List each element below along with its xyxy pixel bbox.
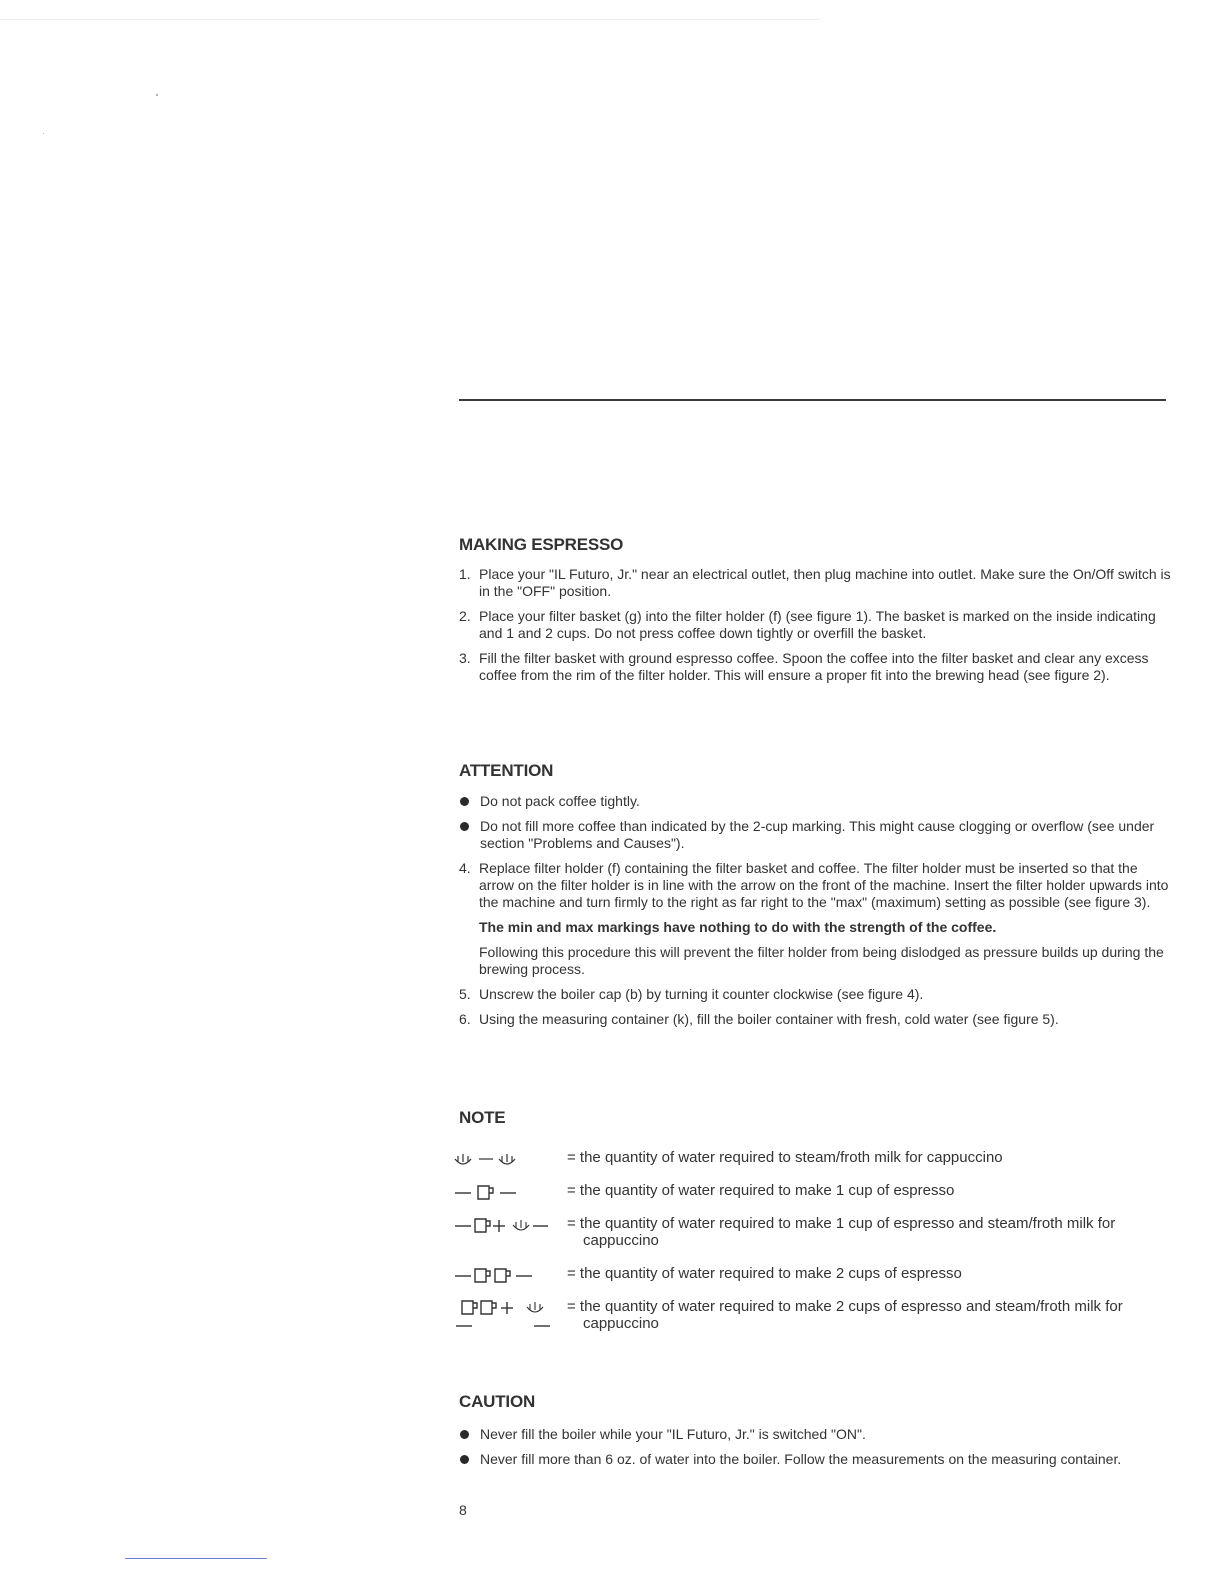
- attention-heading: ATTENTION: [459, 761, 554, 780]
- two-cups-mark-icon: [453, 1265, 563, 1287]
- caution-bullet: [459, 1451, 1171, 1468]
- step-text: Replace filter holder (f) containing the filter basket and coffee. The filter holder must be inserted so that the arrow on the filter holder is in line with the arrow on the front of the machine. Insert the filter holder upwards into the machine and turn firmly to the right as far right to the "max" (maximum) setting as possible (see figure 3).: [479, 860, 1169, 910]
- step-number: 6.: [459, 1011, 471, 1027]
- step-item: [459, 608, 1171, 642]
- step-item: [459, 566, 1171, 600]
- bullet-dot-icon: [460, 1430, 469, 1439]
- scan-edge-line: [125, 1558, 267, 1559]
- one-cup-plus-steam-mark-icon: [453, 1215, 563, 1237]
- note-text: = the quantity of water required to make 2 cups of espresso and steam/froth milk for cappuccino: [567, 1298, 1123, 1332]
- step-number: 5.: [459, 986, 471, 1002]
- step-item: [459, 860, 1171, 911]
- bullet-text: Do not pack coffee tightly.: [480, 793, 640, 809]
- bullet-dot-icon: [460, 797, 469, 806]
- note-text: = the quantity of water required to make 1 cup of espresso: [567, 1182, 955, 1199]
- scan-edge-line: [0, 19, 820, 20]
- caution-heading: CAUTION: [459, 1392, 536, 1411]
- one-cup-mark-icon: [453, 1182, 563, 1204]
- min-max-note: The min and max markings have nothing to do with the strength of the coffee.: [479, 919, 997, 935]
- step-item: [459, 650, 1171, 684]
- attention-bullet: [459, 793, 1171, 810]
- bullet-dot-icon: [460, 822, 469, 831]
- making-espresso-steps: [459, 566, 1171, 684]
- step-number: 3.: [459, 650, 471, 666]
- note-text: = the quantity of water required to make 1 cup of espresso and steam/froth milk for cappuccino: [567, 1215, 1116, 1249]
- section-rule: [459, 399, 1166, 401]
- step-text: Place your filter basket (g) into the filter holder (f) (see figure 1). The basket is marked on the inside indicating and 1 and 2 cups. Do not press coffee down tightly or overfill the basket.: [479, 608, 1156, 641]
- note-text: = the quantity of water required to steam/froth milk for cappuccino: [567, 1149, 1003, 1166]
- making-espresso-heading: MAKING ESPRESSO: [459, 535, 624, 554]
- scan-speck: [156, 94, 158, 96]
- bullet-text: Never fill the boiler while your "IL Futuro, Jr." is switched "ON".: [480, 1426, 866, 1442]
- attention-bullet: [459, 818, 1171, 852]
- bullet-text: Never fill more than 6 oz. of water into the boiler. Follow the measurements on the measuring container.: [480, 1451, 1122, 1467]
- bullet-text: Do not fill more coffee than indicated by the 2-cup marking. This might cause clogging or overflow (see under section "Problems and Causes").: [480, 818, 1155, 851]
- steam-to-steam-mark-icon: [453, 1149, 563, 1171]
- note-heading: NOTE: [459, 1108, 506, 1127]
- caution-bullet: [459, 1426, 1171, 1443]
- step-text: Fill the filter basket with ground espresso coffee. Spoon the coffee into the filter basket and clear any excess coffee from the rim of the filter holder. This will ensure a proper fit into the brewing head (see figure 2).: [479, 650, 1149, 683]
- caution-content: [459, 1426, 1171, 1468]
- note-row: [453, 1215, 1173, 1249]
- procedure-note: Following this procedure this will prevent the filter holder from being dislodged as pressure builds up during the brewing process.: [479, 944, 1164, 977]
- step-item: [459, 986, 1171, 1003]
- step-number: 2.: [459, 608, 471, 624]
- step-text: Unscrew the boiler cap (b) by turning it counter clockwise (see figure 4).: [479, 986, 924, 1002]
- step-number: 1.: [459, 566, 471, 582]
- note-row: [453, 1182, 1173, 1204]
- step-number: 4.: [459, 860, 471, 876]
- page-number: 8: [459, 1502, 467, 1518]
- note-text: = the quantity of water required to make 2 cups of espresso: [567, 1265, 962, 1282]
- step-text: Place your "IL Futuro, Jr." near an electrical outlet, then plug machine into outlet. Make sure the On/Off switch is in the "OFF" position.: [479, 566, 1171, 599]
- note-row: [453, 1298, 1173, 1332]
- step-item: [459, 1011, 1171, 1028]
- bullet-dot-icon: [460, 1455, 469, 1464]
- note-row: [453, 1149, 1173, 1171]
- scan-speck: [43, 133, 44, 134]
- two-cups-plus-steam-mark-icon: [453, 1298, 563, 1332]
- note-row: [453, 1265, 1173, 1287]
- step-text: Using the measuring container (k), fill the boiler container with fresh, cold water (see figure 5).: [479, 1011, 1059, 1027]
- attention-content: [459, 793, 1171, 1028]
